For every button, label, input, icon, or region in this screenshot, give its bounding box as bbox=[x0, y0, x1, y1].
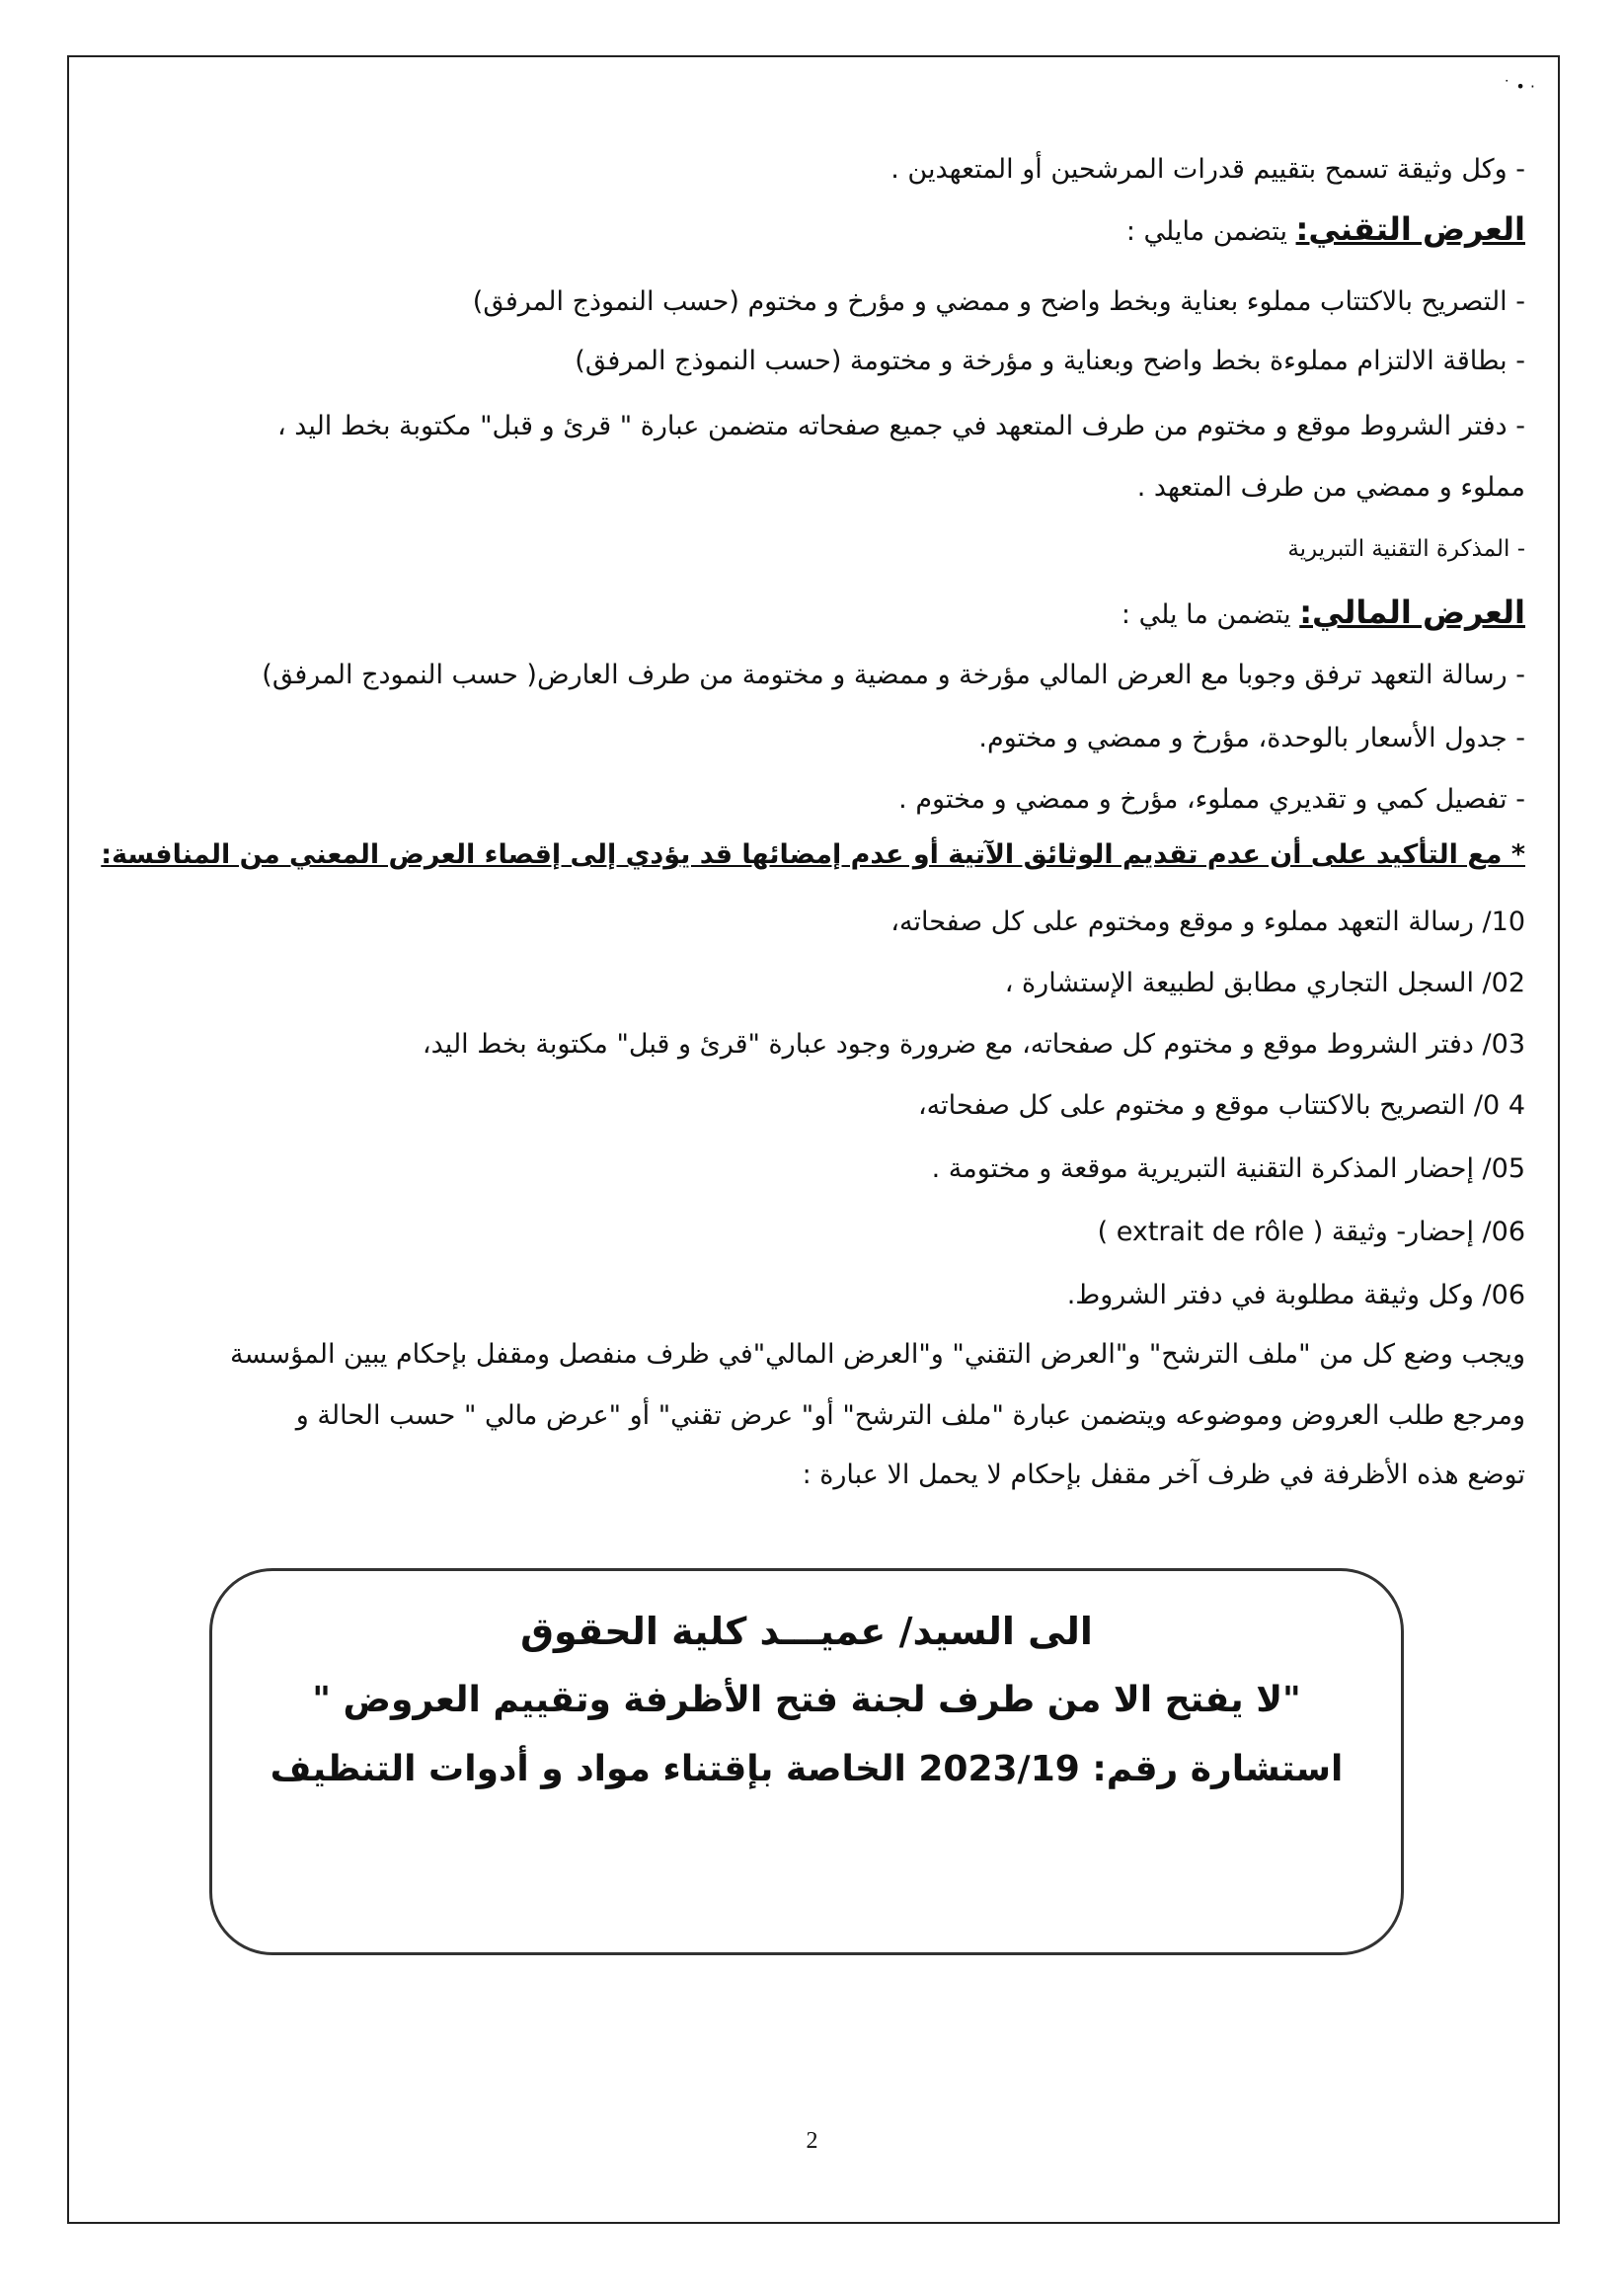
envelope-label-box bbox=[209, 1568, 1404, 1955]
technical-offer-title: العرض التقني: bbox=[1295, 210, 1525, 248]
envelope-notice: "لا يفتح الا من طرف لجنة فتح الأظرفة وتقييم العروض " bbox=[312, 1680, 1301, 1720]
scan-specks: ˙ • · bbox=[1503, 77, 1535, 96]
technical-offer-intro: يتضمن مايلي : bbox=[1125, 216, 1296, 247]
text-line-11: - تفصيل كمي و تقديري مملوء، مؤرخ و ممضي و مختوم . bbox=[898, 784, 1525, 815]
doc-item-03: 03/ دفتر الشروط موقع و مختوم كل صفحاته، مع ضرورة وجود عبارة "قرئ و قبل" مكتوبة بخط اليد، bbox=[422, 1029, 1525, 1060]
envelope-reference: استشارة رقم: 2023/19 الخاصة بإقتناء مواد و أدوات التنظيف bbox=[270, 1749, 1344, 1789]
text-line-4: - بطاقة الالتزام مملوءة بخط واضح وبعناية و مؤرخة و مختومة (حسب النموذج المرفق) bbox=[575, 346, 1525, 376]
doc-item-06b: 06/ وكل وثيقة مطلوبة في دفتر الشروط. bbox=[1066, 1280, 1525, 1310]
text-line-20: ويجب وضع كل من "ملف الترشح" و"العرض التقني" و"العرض المالي"في ظرف منفصل ومقفل بإحكام يبين المؤسسة bbox=[229, 1339, 1525, 1370]
text-line-22: توضع هذه الأظرفة في ظرف آخر مقفل بإحكام لا يحمل الا عبارة : bbox=[802, 1460, 1525, 1490]
text-line-3: - التصريح بالاكتتاب مملوء بعناية وبخط واضح و ممضي و مؤرخ و مختوم (حسب النموذج المرفق) bbox=[472, 286, 1525, 317]
text-line-21: ومرجع طلب العروض وموضوعه ويتضمن عبارة "ملف الترشح" أو" عرض تقني" أو "عرض مالي " حسب الحالة و bbox=[295, 1400, 1525, 1431]
text-line-5: - دفتر الشروط موقع و مختوم من طرف المتعهد في جميع صفحاته متضمن عبارة " قرئ و قبل" مكتوبة بخط اليد ، bbox=[276, 411, 1525, 441]
text-line-6: مملوء و ممضي من طرف المتعهد . bbox=[1136, 472, 1525, 503]
text-line-7: - المذكرة التقنية التبريرية bbox=[1287, 536, 1525, 562]
doc-item-04: 4 0/ التصريح بالاكتتاب موقع و مختوم على كل صفحاته، bbox=[917, 1090, 1525, 1121]
doc-item-05: 05/ إحضار المذكرة التقنية التبريرية موقعة و مختومة . bbox=[931, 1153, 1525, 1184]
doc-item-10: 10/ رسالة التعهد مملوء و موقع ومختوم على كل صفحاته، bbox=[890, 907, 1525, 937]
envelope-addressee: الى السيد/ عميـــد كلية الحقوق bbox=[520, 1610, 1093, 1653]
text-line-1: - وكل وثيقة تسمح بتقييم قدرات المرشحين أو المتعهدين . bbox=[890, 154, 1525, 185]
exclusion-note: * مع التأكيد على أن عدم تقديم الوثائق الآتية أو عدم إمضائها قد يؤدي إلى إقصاء العرض المعني من المنافسة: bbox=[101, 839, 1525, 870]
text-line-9: - رسالة التعهد ترفق وجوبا مع العرض المالي مؤرخة و ممضية و مختومة من طرف العارض( حسب النمودج المرفق) bbox=[262, 660, 1525, 690]
doc-item-02: 02/ السجل التجاري مطابق لطبيعة الإستشارة ، bbox=[1004, 968, 1525, 998]
technical-offer-heading bbox=[1126, 209, 1525, 252]
financial-offer-heading bbox=[1121, 592, 1525, 635]
financial-offer-title: العرض المالي: bbox=[1299, 593, 1525, 631]
text-line-10: - جدول الأسعار بالوحدة، مؤرخ و ممضي و مختوم. bbox=[978, 723, 1525, 753]
doc-item-06a: 06/ إحضار- وثيقة ( extrait de rôle ) bbox=[1097, 1217, 1525, 1247]
financial-offer-intro: يتضمن ما يلي : bbox=[1121, 599, 1300, 630]
page-number: 2 bbox=[806, 2128, 818, 2154]
